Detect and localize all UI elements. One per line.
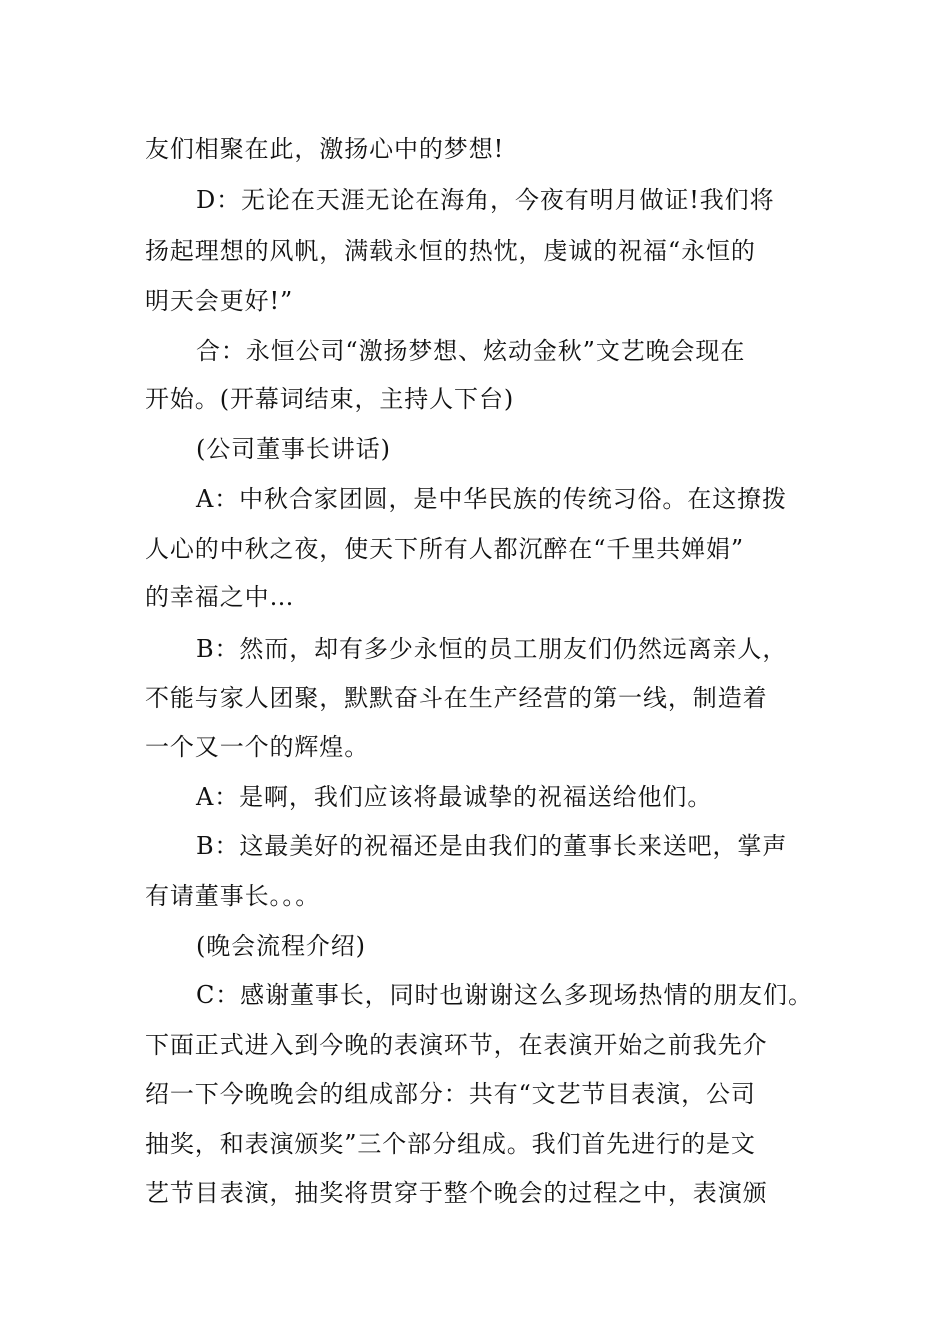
text-line: 开始。(开幕词结束，主持人下台) [145,385,515,413]
text-line: 艺节目表演，抽奖将贯穿于整个晚会的过程之中，表演颁 [145,1179,768,1207]
text-line: 人心的中秋之夜，使天下所有人都沉醉在“千里共婵娟” [145,535,745,563]
text-line: A：是啊，我们应该将最诚挚的祝福送给他们。 [196,783,713,811]
text-line: 扬起理想的风帆，满载永恒的热忱，虔诚的祝福“永恒的 [145,237,756,265]
text-line: 绍一下今晚晚会的组成部分：共有“文艺节目表演，公司 [145,1080,756,1108]
text-line: B：然而，却有多少永恒的员工朋友们仍然远离亲人， [196,635,788,663]
text-line: B：这最美好的祝福还是由我们的董事长来送吧，掌声 [196,832,788,860]
text-line: (公司董事长讲话) [196,435,391,463]
text-line: 的幸福之中… [145,583,295,611]
text-line: 明天会更好!” [145,287,294,315]
text-line: D：无论在天涯无论在海角，今夜有明月做证!我们将 [196,186,775,214]
text-line: 一个又一个的辉煌。 [145,733,370,761]
text-line: A：中秋合家团圆，是中华民族的传统习俗。在这撩拨 [196,485,787,513]
text-line: 抽奖，和表演颁奖”三个部分组成。我们首先进行的是文 [145,1130,756,1158]
text-line: 下面正式进入到今晚的表演环节，在表演开始之前我先介 [145,1031,768,1059]
text-line: C：感谢董事长，同时也谢谢这么多现场热情的朋友们。 [196,981,813,1009]
text-line: 有请董事长。。。 [145,882,321,910]
text-line: 合：永恒公司“激扬梦想、炫动金秋”文艺晚会现在 [196,337,746,365]
text-line: (晚会流程介绍) [196,932,366,960]
text-line: 不能与家人团聚，默默奋斗在生产经营的第一线，制造着 [145,684,768,712]
text-line: 友们相聚在此，激扬心中的梦想! [145,135,505,163]
